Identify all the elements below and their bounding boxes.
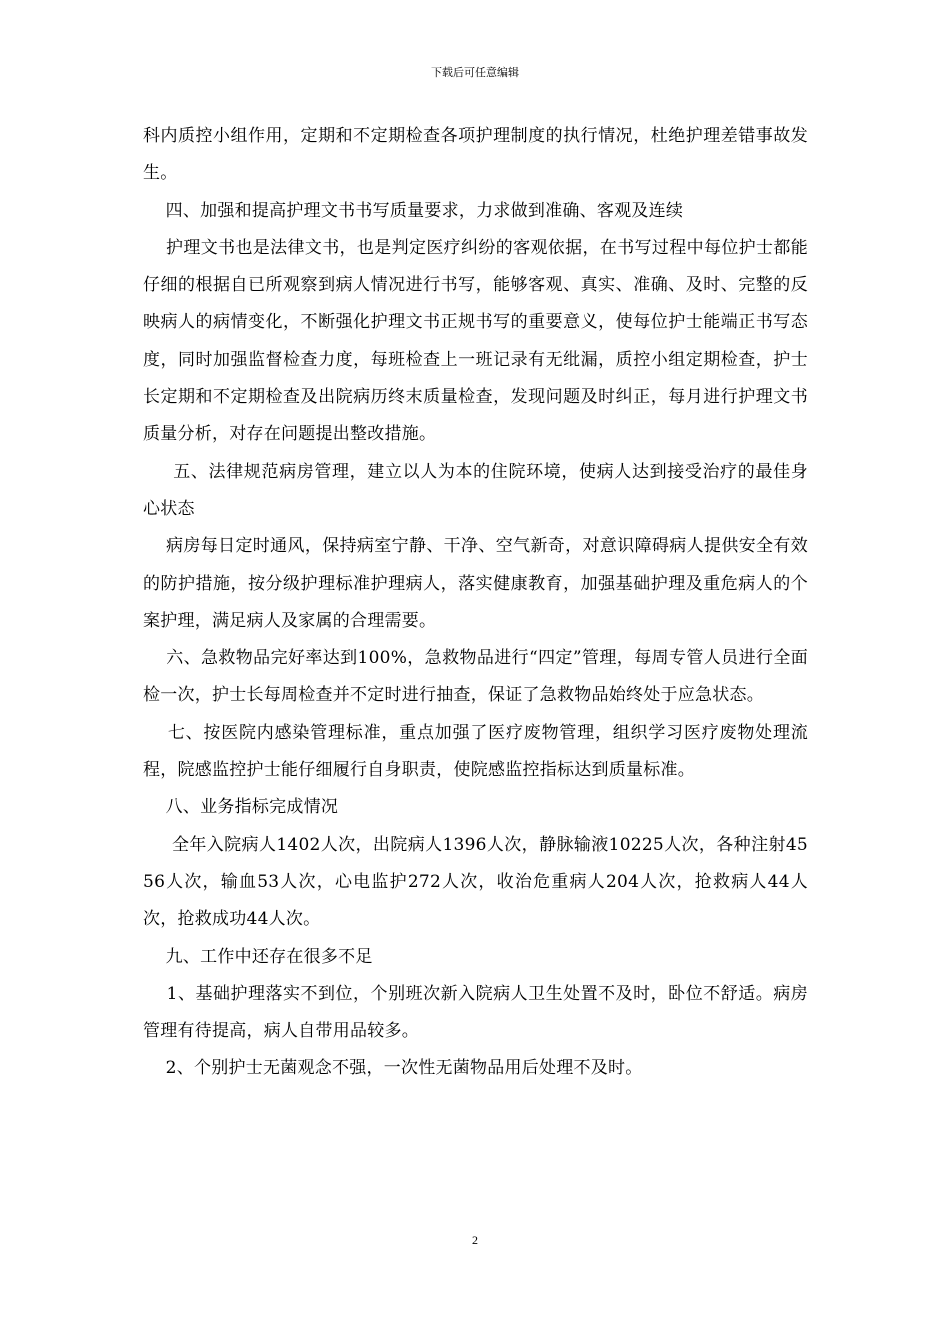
paragraph-continuation: 科内质控小组作用，定期和不定期检查各项护理制度的执行情况，杜绝护理差错事故发生。 bbox=[143, 126, 808, 184]
paragraph-ward-management: 病房每日定时通风，保持病室宁静、干净、空气新奇，对意识障碍病人提供安全有效的防护措施，按分级护理标准护理病人，落实健康教育，加强基础护理及重危病人的个案护理，满足病人及家属的合理需要。 bbox=[143, 536, 808, 631]
heading-section-4: 四、加强和提高护理文书书写质量要求，力求做到准确、客观及连续 bbox=[143, 200, 684, 221]
page-number: 2 bbox=[472, 1233, 478, 1247]
paragraph-statistics: 全年入院病人1402人次，出院病人1396人次，静脉输液10225人次，各种注射4556人次，输血53人次，心电监护272人次，收治危重病人204人次，抢救病人44人次，抢救成功44人次。 bbox=[143, 834, 808, 930]
paragraph-nursing-documents: 护理文书也是法律文书，也是判定医疗纠纷的客观依据，在书写过程中每位护士都能仔细的根据自已所观察到病人情况进行书写，能够客观、真实、准确、及时、完整的反映病人的病情变化，不断强化护理文书正规书写的重要意义，使每位护士能端正书写态度，同时加强监督检查力度，每班检查上一班记录有无纰漏，质控小组定期检查，护士长定期和不定期检查及出院病历终末质量检查，发现问题及时纠正，每月进行护理文书质量分析，对存在问题提出整改措施。 bbox=[143, 237, 808, 445]
document-body bbox=[143, 118, 808, 1088]
paragraph-section-7-infection: 七、按医院内感染管理标准，重点加强了医疗废物管理，组织学习医疗废物处理流程，院感监控护士能仔细履行自身职责，使院感监控指标达到质量标准。 bbox=[143, 722, 808, 781]
heading-section-8: 八、业务指标完成情况 bbox=[143, 797, 339, 818]
heading-section-5: 五、法律规范病房管理，建立以人为本的住院环境，使病人达到接受治疗的最佳身心状态 bbox=[143, 461, 808, 519]
paragraph-section-6-emergency: 六、急救物品完好率达到100%，急救物品进行“四定”管理，每周专管人员进行全面检一次，护士长每周检查并不定时进行抽查，保证了急救物品始终处于应急状态。 bbox=[143, 648, 808, 706]
page-header: 下载后可任意编辑 bbox=[431, 66, 519, 79]
paragraph-deficiency-2: 2、个别护士无菌观念不强，一次性无菌物品用后处理不及时。 bbox=[143, 1058, 643, 1079]
heading-section-9: 九、工作中还存在很多不足 bbox=[143, 946, 373, 967]
paragraph-deficiency-1: 1、基础护理落实不到位，个别班次新入院病人卫生处置不及时，卧位不舒适。病房管理有待提高，病人自带用品较多。 bbox=[143, 983, 808, 1042]
